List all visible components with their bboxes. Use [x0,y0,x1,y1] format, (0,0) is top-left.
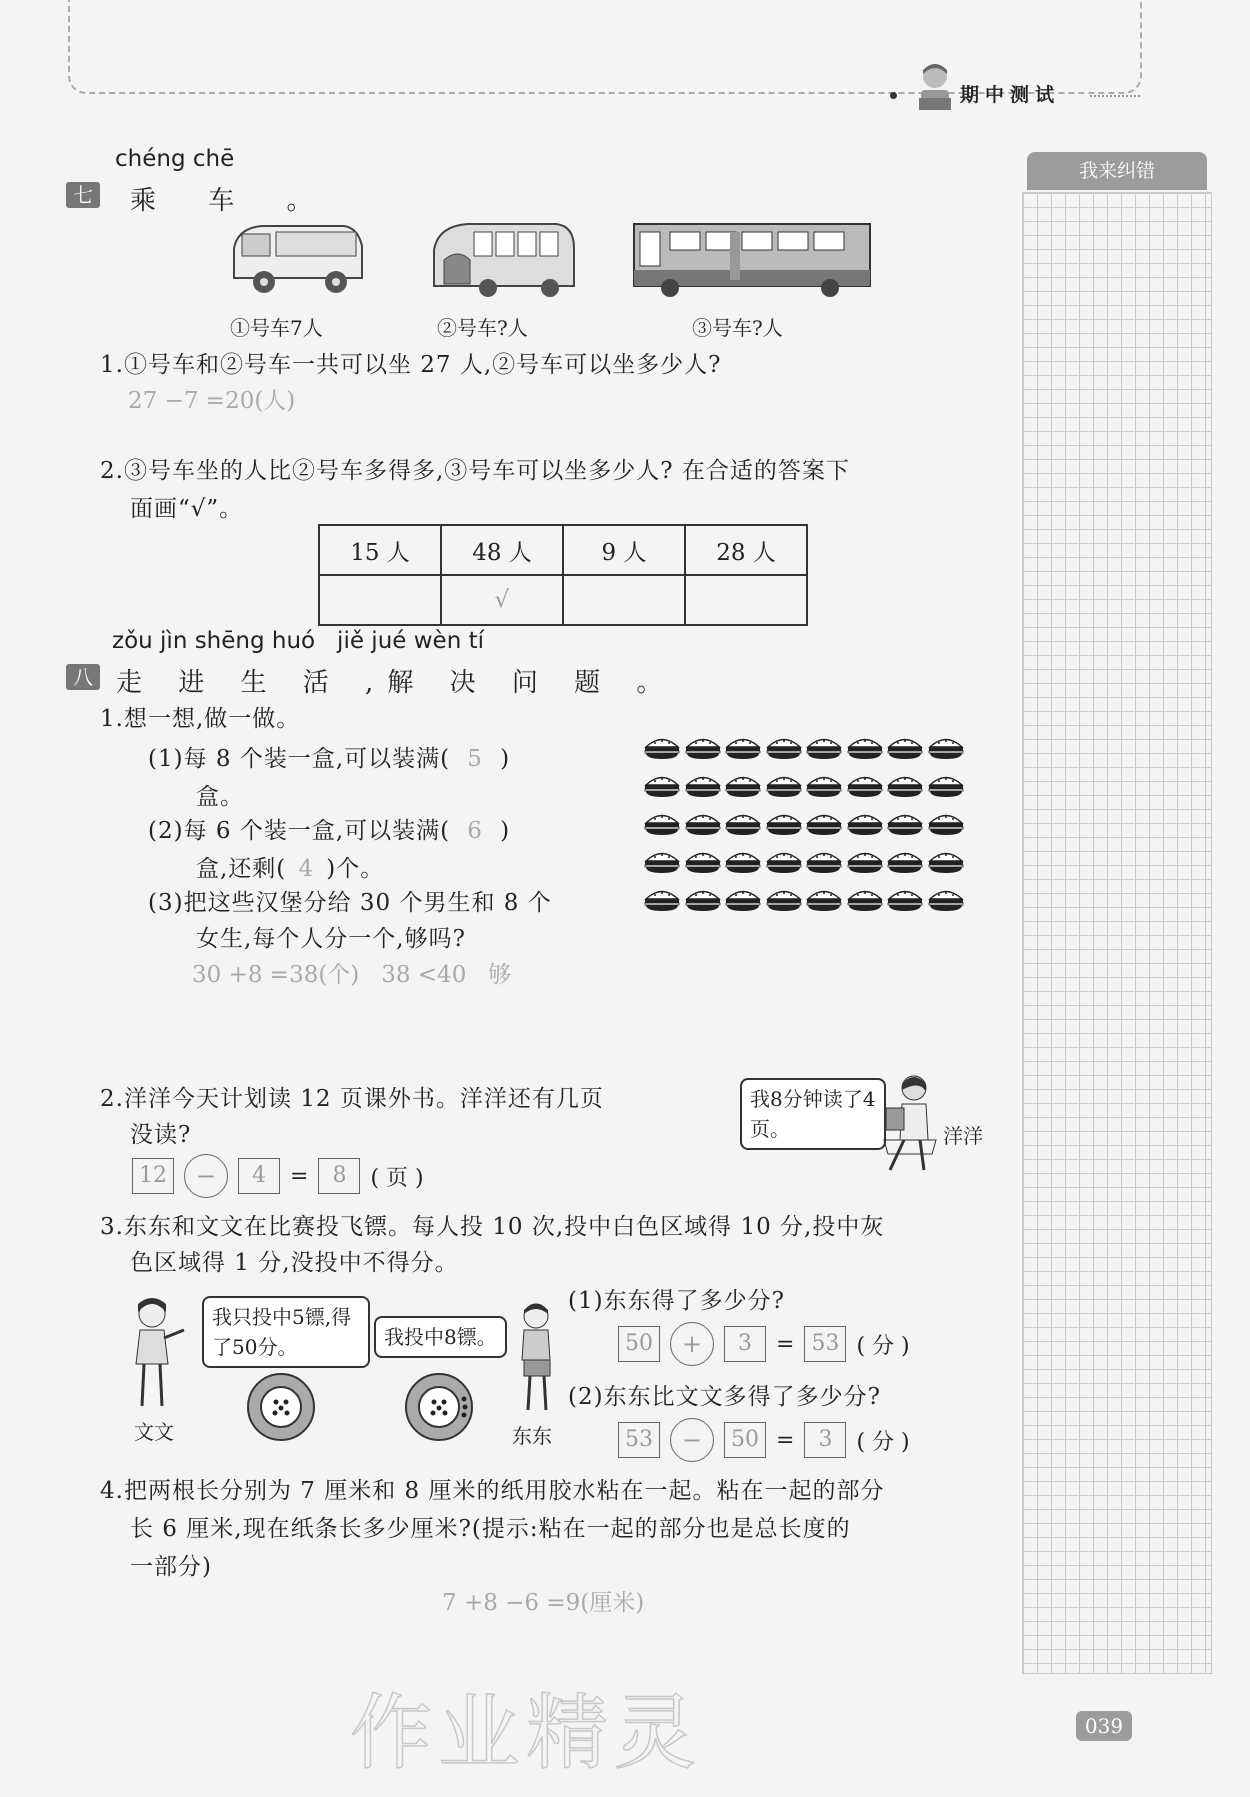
section8-title: 走 进 生 活 ,解 决 问 题 。 [116,668,677,698]
eq-unit: ( 页 ) [370,1165,424,1191]
section7-number: 七 [66,182,100,208]
burger-icon [766,774,802,796]
check-cell[interactable] [319,575,441,625]
s8-q1-p3-line2: 女生,每个人分一个,够吗? [196,926,466,952]
dongdong-name: 东东 [512,1424,552,1448]
wenwen-icon [128,1294,188,1418]
s7-q2-line2: 面画“√”。 [130,496,244,522]
burger-icon [806,812,842,834]
vehicle2-label: ②号车?人 [437,316,528,340]
option-cell: 15 人 [319,525,441,575]
burger-icon [644,888,680,910]
section8-number: 八 [66,664,100,690]
eq-sign: = [776,1427,795,1453]
yangyang-reading-icon [880,1070,940,1184]
eq-box[interactable]: 50 [618,1326,660,1362]
dongdong-icon [512,1296,562,1420]
burger-grid [644,736,994,926]
burger-icon [685,812,721,834]
page-number: 039 [1076,1711,1132,1741]
eq-operator[interactable]: − [670,1418,714,1462]
burger-icon [928,888,964,910]
eq-sign: = [290,1163,309,1189]
option-cell: 9 人 [563,525,685,575]
burger-icon [887,736,923,758]
burger-row [644,812,994,850]
long-bus-icon [630,220,874,304]
s7-q2-line1: 2.③号车坐的人比②号车多得多,③号车可以坐多少人? 在合适的答案下 [100,458,850,484]
burger-icon [644,774,680,796]
s8-q1-p2-cont: 盒,还剩( 4 )个。 [196,856,385,882]
header-dot [890,92,897,99]
s7-q1-text: 1.①号车和②号车一共可以坐 27 人,②号车可以坐多少人? [100,352,722,378]
header-line [1090,95,1140,97]
burger-icon [766,736,802,758]
s8-q1-p3-answer[interactable]: 30 +8 =38(个) 38 <40 够 [192,962,512,988]
s8-q1-title: 1.想一想,做一做。 [100,706,301,732]
eq-unit: ( 分 ) [856,1429,910,1455]
eq-result[interactable]: 53 [804,1326,846,1362]
student-mascot-icon [915,62,955,118]
burger-icon [887,850,923,872]
p2-answer[interactable]: 6 [467,818,483,844]
s8-q1-p2: (2)每 6 个装一盒,可以装满( 6 ) [148,818,511,844]
wenwen-name: 文文 [134,1420,174,1444]
burger-icon [725,812,761,834]
burger-icon [725,888,761,910]
burger-icon [806,850,842,872]
vehicle1-label: ①号车7人 [230,316,323,340]
eq-box[interactable]: 53 [618,1422,660,1458]
section7-title: 乘 车 。 [130,186,335,216]
burger-icon [928,774,964,796]
s8-q2-line2: 没读? [130,1122,192,1148]
burger-icon [887,774,923,796]
burger-row [644,774,994,812]
eq-sign: = [776,1331,795,1357]
s8-q4-line1: 4.把两根长分别为 7 厘米和 8 厘米的纸用胶水粘在一起。粘在一起的部分 [100,1478,885,1504]
burger-icon [685,850,721,872]
eq-box[interactable]: 3 [724,1326,766,1362]
wenwen-dartboard-icon [246,1372,316,1446]
burger-icon [725,850,761,872]
correction-heading: 我来纠错 [1027,152,1207,190]
correction-grid[interactable] [1022,192,1212,1674]
s8-q4-answer[interactable]: 7 +8 −6 =9(厘米) [442,1590,645,1616]
burger-icon [644,850,680,872]
eq-result[interactable]: 8 [318,1158,360,1194]
s8-q3-sub1: (1)东东得了多少分? [568,1288,785,1314]
answer-options-table [318,524,808,626]
bus-icon [428,220,578,304]
burger-icon [847,888,883,910]
option-cell: 48 人 [441,525,563,575]
burger-icon [847,812,883,834]
q3-equation-2 [618,1418,910,1462]
section8-pinyin: zǒu jìn shēng huó jiě jué wèn tí [112,628,484,654]
eq-operator[interactable]: − [184,1154,228,1198]
check-cell[interactable] [685,575,807,625]
burger-icon [806,888,842,910]
yangyang-name: 洋洋 [943,1124,983,1148]
check-cell[interactable] [563,575,685,625]
burger-icon [766,888,802,910]
s8-q1-p1: (1)每 8 个装一盒,可以装满( 5 ) [148,746,511,772]
burger-icon [806,774,842,796]
burger-row [644,850,994,888]
s8-q3-line2: 色区域得 1 分,没投中不得分。 [130,1250,459,1276]
van-icon [228,222,368,304]
eq-unit: ( 分 ) [856,1333,910,1359]
watermark: 作业精灵 [350,1686,703,1781]
dongdong-bubble: 我投中8镖。 [374,1316,507,1358]
q3-equation-1 [618,1322,910,1366]
vehicle3-label: ③号车?人 [692,316,783,340]
burger-icon [847,736,883,758]
burger-icon [928,850,964,872]
check-cell[interactable]: √ [441,575,563,625]
burger-icon [644,736,680,758]
eq-box[interactable]: 50 [724,1422,766,1458]
s7-q1-answer[interactable]: 27 −7 =20(人) [128,388,296,414]
eq-box[interactable]: 12 [132,1158,174,1194]
eq-operator[interactable]: + [670,1322,714,1366]
p2-answer2[interactable]: 4 [298,856,315,882]
burger-icon [928,812,964,834]
burger-icon [887,888,923,910]
burger-icon [685,888,721,910]
burger-row [644,888,994,926]
wenwen-bubble: 我只投中5镖,得了50分。 [202,1296,370,1368]
burger-icon [644,812,680,834]
s8-q2-line1: 2.洋洋今天计划读 12 页课外书。洋洋还有几页 [100,1086,604,1112]
burger-icon [847,774,883,796]
burger-icon [887,812,923,834]
burger-icon [766,812,802,834]
burger-icon [725,774,761,796]
s8-q4-line3: 一部分) [130,1554,212,1580]
dongdong-dartboard-icon [404,1372,474,1446]
s8-q1-p1-cont: 盒。 [196,784,244,810]
yangyang-bubble: 我8分钟读了4页。 [740,1078,886,1150]
burger-icon [725,736,761,758]
burger-icon [685,774,721,796]
burger-icon [928,736,964,758]
option-cell: 28 人 [685,525,807,575]
s8-q4-line2: 长 6 厘米,现在纸条长多少厘米?(提示:粘在一起的部分也是总长度的 [130,1516,851,1542]
burger-icon [685,736,721,758]
section7-pinyin: chéng chē [115,146,235,172]
s8-q3-sub2: (2)东东比文文多得了多少分? [568,1384,881,1410]
s8-q3-line1: 3.东东和文文在比赛投飞镖。每人投 10 次,投中白色区域得 10 分,投中灰 [100,1214,885,1240]
s8-q1-p3-line1: (3)把这些汉堡分给 30 个男生和 8 个 [148,890,552,916]
eq-box[interactable]: 4 [238,1158,280,1194]
p1-answer[interactable]: 5 [467,746,483,772]
eq-result[interactable]: 3 [804,1422,846,1458]
burger-row [644,736,994,774]
burger-icon [806,736,842,758]
q2-equation [132,1154,424,1198]
burger-icon [766,850,802,872]
page-header-title: 期中测试 [960,84,1061,106]
burger-icon [847,850,883,872]
